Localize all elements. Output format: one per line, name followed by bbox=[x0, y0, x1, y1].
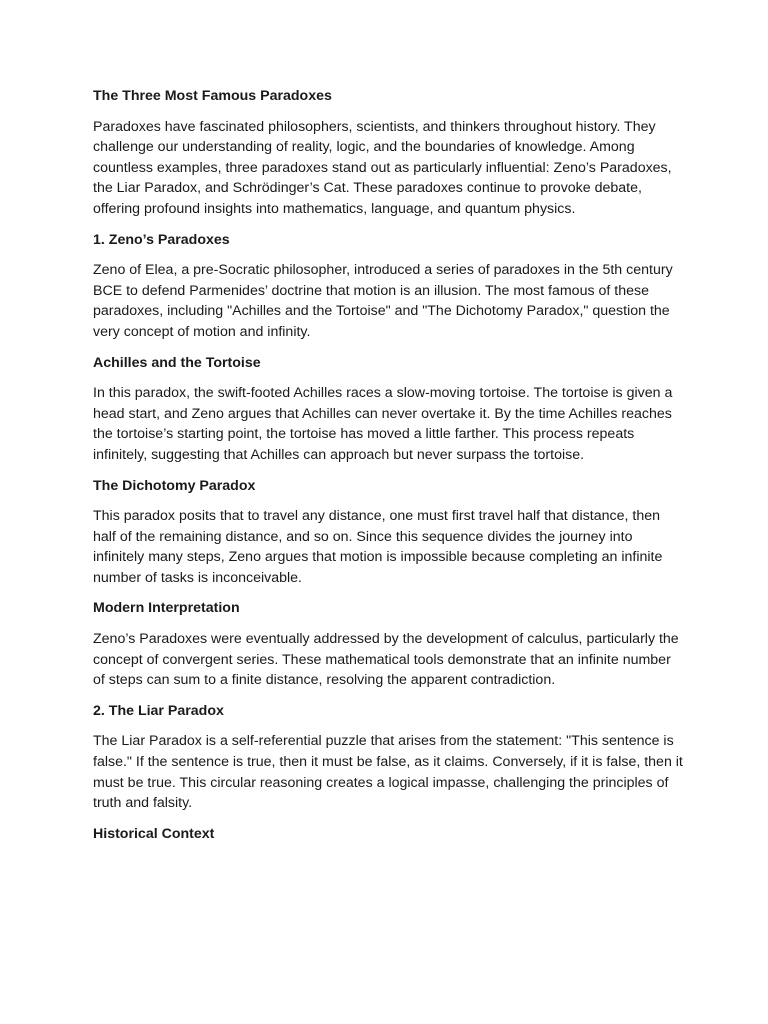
zeno-intro-paragraph: Zeno of Elea, a pre-Socratic philosopher, introduced a series of paradoxes in the 5th century BCE to defend Parmenides’ doctrine that motion is an illusion. The most famous of these paradoxes, including "Achilles and the Tortoise" and "The Dichotomy Paradox," question the very concept of motion and infinity. bbox=[93, 262, 673, 340]
section-heading-liar: 2. The Liar Paradox bbox=[93, 702, 224, 719]
section-heading-zeno: 1. Zeno’s Paradoxes bbox=[93, 231, 230, 248]
subheading-dichotomy: The Dichotomy Paradox bbox=[93, 477, 256, 494]
subheading-modern-interpretation: Modern Interpretation bbox=[93, 600, 240, 617]
subheading-achilles: Achilles and the Tortoise bbox=[93, 354, 261, 371]
document-title: The Three Most Famous Paradoxes bbox=[93, 88, 332, 104]
document-page bbox=[93, 86, 683, 854]
intro-paragraph: Paradoxes have fascinated philosophers, scientists, and thinkers throughout history. They challenge our understanding of reality, logic, and the boundaries of knowledge. Among countless examples, three paradoxes stand out as particularly influential: Zeno’s Paradoxes, the Liar Paradox, and Schrödinger’s Cat. These paradoxes continue to provoke debate, offering profound insights into mathematics, language, and quantum physics. bbox=[93, 118, 672, 217]
achilles-paragraph: In this paradox, the swift-footed Achilles races a slow-moving tortoise. The tortoise is given a head start, and Zeno argues that Achilles can never overtake it. By the time Achilles reaches the tortoise’s starting point, the tortoise has moved a little farther. This process repeats infinitely, suggesting that Achilles can approach but never surpass the tortoise. bbox=[93, 385, 673, 463]
liar-paragraph: The Liar Paradox is a self-referential puzzle that arises from the statement: "This sentence is false." If the sentence is true, then it must be false, as it claims. Conversely, if it is false, then it must be true. This circular reasoning creates a logical impasse, challenging the principles of truth and falsity. bbox=[93, 733, 683, 812]
subheading-historical-context: Historical Context bbox=[93, 825, 215, 842]
modern-interpretation-paragraph: Zeno’s Paradoxes were eventually addressed by the development of calculus, particularly the concept of convergent series. These mathematical tools demonstrate that an infinite number of steps can sum to a finite distance, resolving the apparent contradiction. bbox=[93, 631, 679, 689]
dichotomy-paragraph: This paradox posits that to travel any distance, one must first travel half that distance, then half of the remaining distance, and so on. Since this sequence divides the journey into infinitely many steps, Zeno argues that motion is impossible because completing an infinite number of tasks is inconceivable. bbox=[93, 508, 663, 586]
